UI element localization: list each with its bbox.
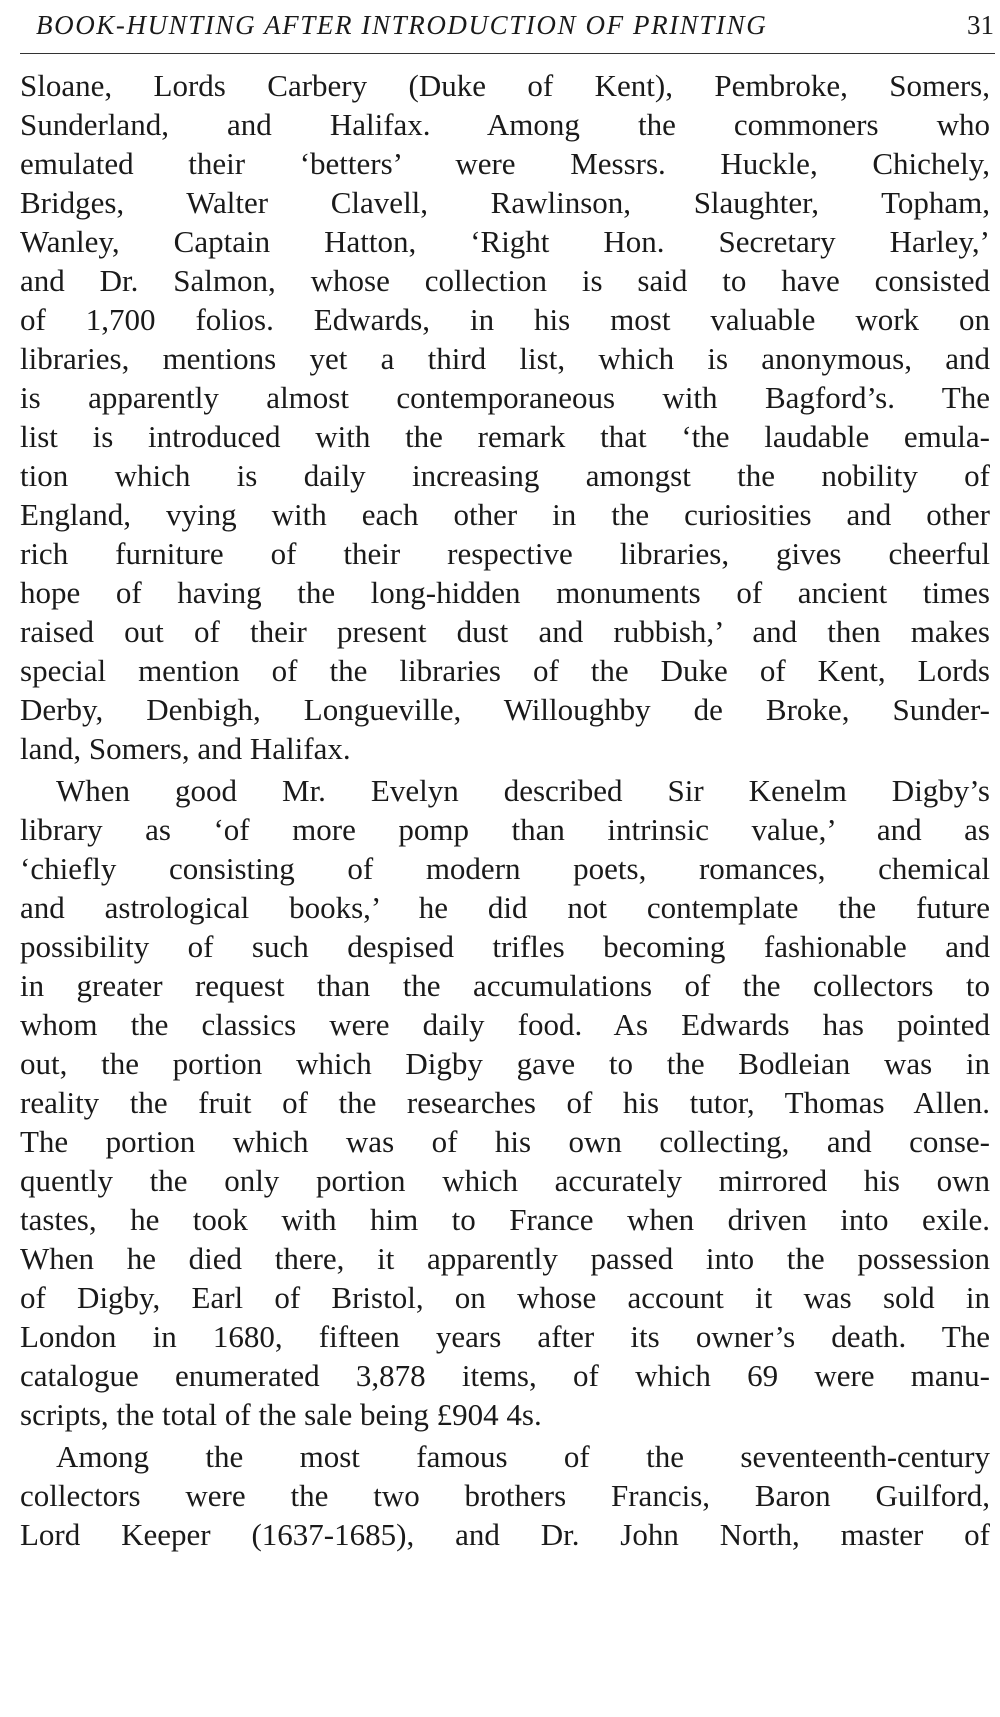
text-line: raised out of their present dust and rubbish,’ and then makes — [20, 614, 990, 649]
paragraph-1 — [20, 66, 990, 768]
text-line: The portion which was of his own collecting, and conse- — [20, 1124, 990, 1159]
text-line: collectors were the two brothers Francis, Baron Guilford, — [20, 1478, 990, 1513]
running-title: BOOK-HUNTING AFTER INTRODUCTION OF PRINTING — [36, 10, 768, 40]
text-line: is apparently almost contemporaneous with Bagford’s. The — [20, 380, 990, 415]
text-line: Among the most famous of the seventeenth-century — [56, 1439, 990, 1474]
text-line: and astrological books,’ he did not contemplate the future — [20, 890, 990, 925]
text-line: Wanley, Captain Hatton, ‘Right Hon. Secretary Harley,’ — [20, 224, 990, 259]
text-line: Sloane, Lords Carbery (Duke of Kent), Pembroke, Somers, — [20, 68, 990, 103]
running-head — [36, 6, 994, 44]
text-line: out, the portion which Digby gave to the Bodleian was in — [20, 1046, 990, 1081]
paragraph-3 — [20, 1437, 990, 1554]
text-line: possibility of such despised trifles becoming fashionable and — [20, 929, 990, 964]
text-line: of Digby, Earl of Bristol, on whose account it was sold in — [20, 1280, 990, 1315]
text-line: of 1,700 folios. Edwards, in his most valuable work on — [20, 302, 990, 337]
text-line: whom the classics were daily food. As Edwards has pointed — [20, 1007, 990, 1042]
header-rule — [20, 53, 995, 54]
text-line: Bridges, Walter Clavell, Rawlinson, Slaughter, Topham, — [20, 185, 990, 220]
text-line: rich furniture of their respective libraries, gives cheerful — [20, 536, 990, 571]
text-line: tion which is daily increasing amongst the nobility of — [20, 458, 990, 493]
text-line: libraries, mentions yet a third list, which is anonymous, and — [20, 341, 990, 376]
text-line: and Dr. Salmon, whose collection is said to have consisted — [20, 263, 990, 298]
text-line: list is introduced with the remark that ‘the laudable emula- — [20, 419, 990, 454]
paragraph-2 — [20, 771, 990, 1434]
body-text — [20, 66, 990, 1714]
text-line: quently the only portion which accurately mirrored his own — [20, 1163, 990, 1198]
text-line: emulated their ‘betters’ were Messrs. Huckle, Chichely, — [20, 146, 990, 181]
text-line: When he died there, it apparently passed into the possession — [20, 1241, 990, 1276]
text-line: London in 1680, fifteen years after its owner’s death. The — [20, 1319, 990, 1354]
text-line: Derby, Denbigh, Longueville, Willoughby de Broke, Sunder- — [20, 692, 990, 727]
text-line: reality the fruit of the researches of his tutor, Thomas Allen. — [20, 1085, 990, 1120]
text-line: land, Somers, and Halifax. — [20, 731, 351, 766]
page-number: 31 — [967, 10, 994, 40]
text-line: When good Mr. Evelyn described Sir Kenelm Digby’s — [56, 773, 990, 808]
text-line: Lord Keeper (1637-1685), and Dr. John North, master of — [20, 1517, 990, 1552]
text-line: ‘chiefly consisting of modern poets, romances, chemical — [20, 851, 990, 886]
text-line: catalogue enumerated 3,878 items, of which 69 were manu- — [20, 1358, 990, 1393]
text-line: scripts, the total of the sale being £904 4s. — [20, 1397, 542, 1432]
text-line: hope of having the long-hidden monuments of ancient times — [20, 575, 990, 610]
text-line: Sunderland, and Halifax. Among the commoners who — [20, 107, 990, 142]
text-line: England, vying with each other in the curiosities and other — [20, 497, 990, 532]
text-line: library as ‘of more pomp than intrinsic value,’ and as — [20, 812, 990, 847]
text-line: in greater request than the accumulations of the collectors to — [20, 968, 990, 1003]
text-line: tastes, he took with him to France when driven into exile. — [20, 1202, 990, 1237]
text-line: special mention of the libraries of the Duke of Kent, Lords — [20, 653, 990, 688]
